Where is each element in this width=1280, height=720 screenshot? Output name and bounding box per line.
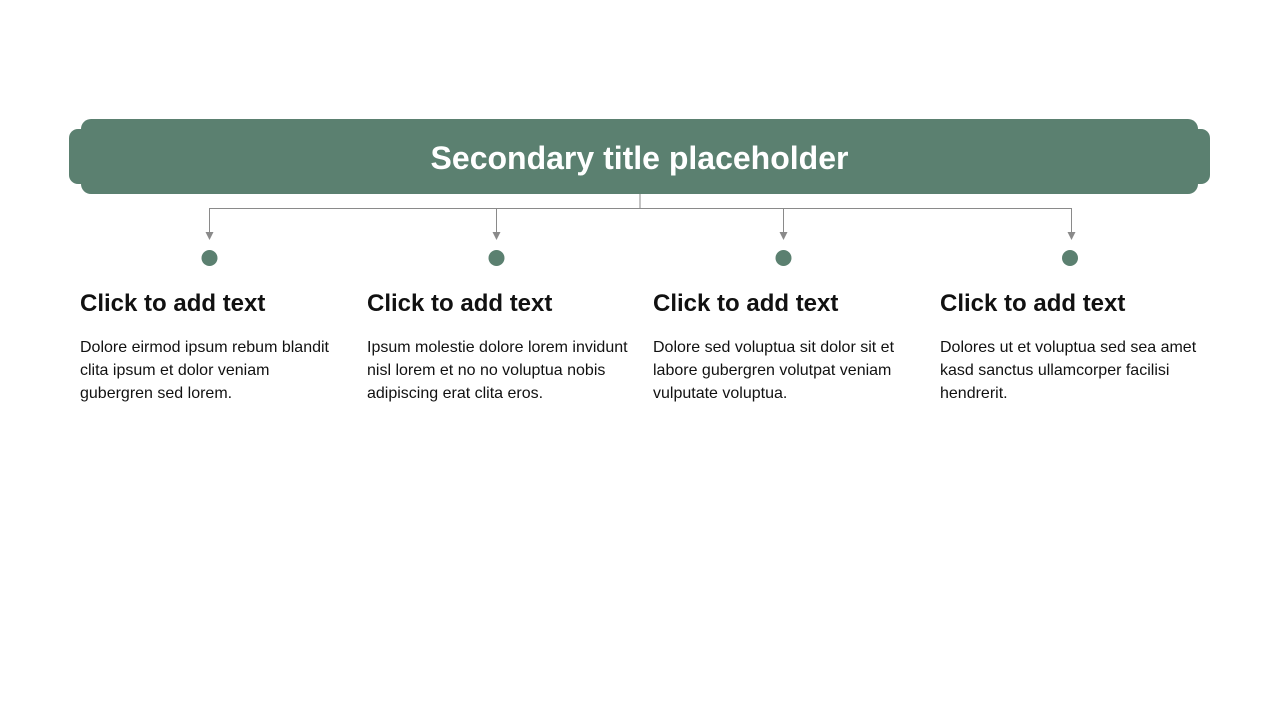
text-block-4 [940,288,1202,405]
text-block-body[interactable]: Dolores ut et voluptua sed sea amet kasd sanctus ullamcorper facilisi hendrerit. [940,339,1197,402]
text-block-body[interactable]: Dolore eirmod ipsum rebum blandit clita ipsum et dolor veniam gubergren sed lorem. [80,339,329,402]
text-block-body[interactable]: Ipsum molestie dolore lorem invidunt nisl lorem et no no voluptua nobis adipiscing erat clita eros. [367,339,628,402]
arrowhead-1 [206,232,214,240]
node-dot-1 [202,250,218,266]
node-dot-4 [1062,250,1078,266]
node-dot-2 [489,250,505,266]
text-block-heading[interactable]: Click to add text [367,290,553,317]
text-block-heading[interactable]: Click to add text [653,290,839,317]
node-dot-3 [776,250,792,266]
arrowhead-2 [493,232,501,240]
text-block-2 [367,288,629,405]
text-block-3 [653,288,915,405]
arrowhead-4 [1068,232,1076,240]
secondary-title[interactable]: Secondary title placeholder [430,140,849,176]
arrowhead-3 [780,232,788,240]
text-block-body[interactable]: Dolore sed voluptua sit dolor sit et labore gubergren volutpat veniam vulputate voluptua. [653,339,895,402]
text-block-1 [80,288,342,405]
text-block-heading[interactable]: Click to add text [80,290,266,317]
text-block-heading[interactable]: Click to add text [940,290,1126,317]
